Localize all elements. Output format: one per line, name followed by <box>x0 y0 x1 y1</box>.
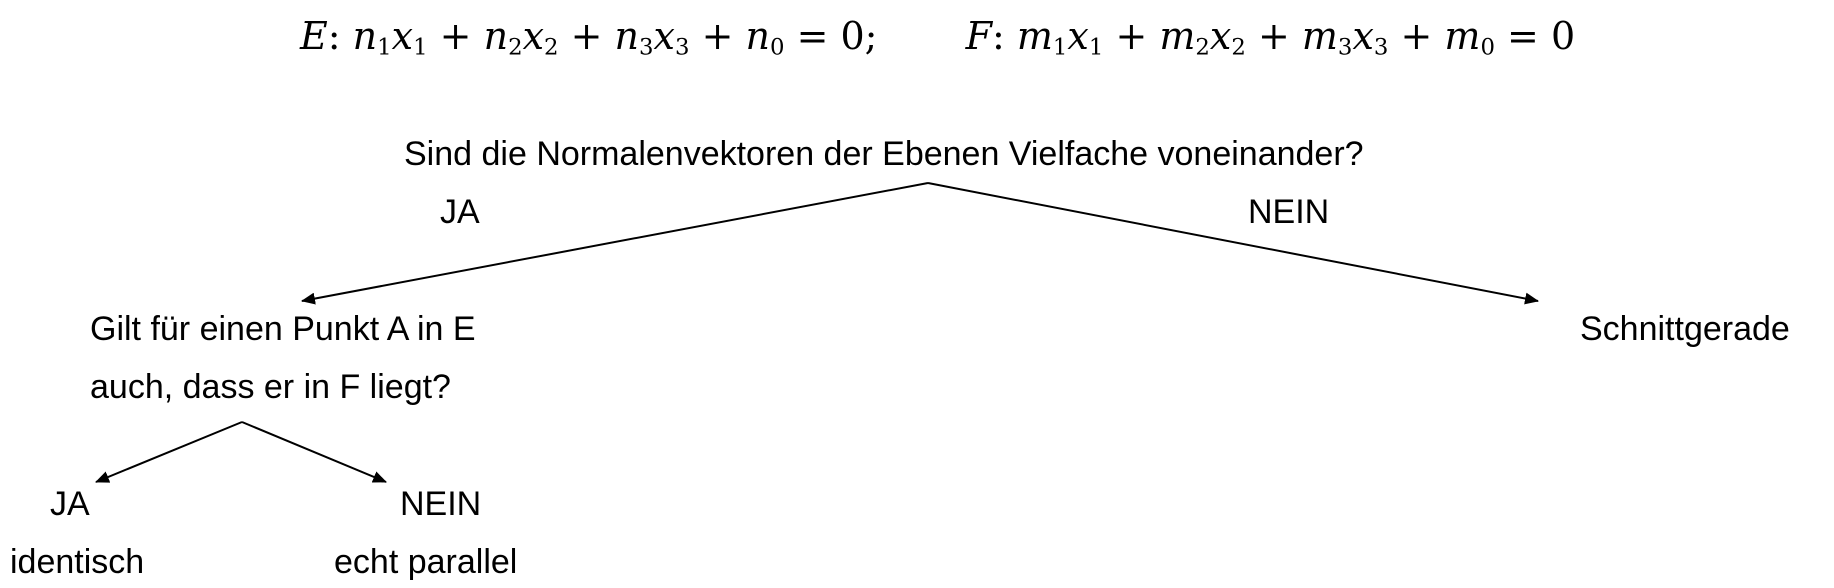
variable: $x_3$ <box>1352 14 1389 61</box>
root-question: Sind die Normalenvektoren der Ebenen Vielfache voneinander? <box>404 135 1364 173</box>
sub-yes-result: identisch <box>10 543 145 581</box>
root-yes-label: JA <box>440 193 480 231</box>
variable: $x_2$ <box>1209 14 1246 61</box>
root-to-yes-arrow <box>302 183 928 301</box>
variable: $x_2$ <box>522 14 559 61</box>
plane-name: E <box>300 14 328 58</box>
yes-question-line2: auch, dass er in F liegt? <box>90 368 451 406</box>
sub-no-result: echt parallel <box>334 543 518 581</box>
plane-name: F <box>965 14 992 58</box>
coefficient: $m_1$ <box>1016 14 1068 61</box>
constant-term: $m_0$ <box>1444 14 1495 61</box>
coefficient: $n_2$ <box>483 14 523 61</box>
sub-yes-label: JA <box>50 485 90 523</box>
equation-plane-f: F: $m_1x_1 + m_2x_2 + m_3x_3 + m_0 = 0$ <box>965 14 1576 61</box>
equation-plane-e: E: $n_1x_1 + n_2x_2 + n_3x_3 + n_0 = 0$; <box>300 14 878 61</box>
yes-question-line1: Gilt für einen Punkt A in E <box>90 310 476 348</box>
root-to-no-arrow <box>928 183 1538 301</box>
root-no-label: NEIN <box>1248 193 1330 231</box>
coefficient: $m_2$ <box>1159 14 1210 61</box>
sub-no-label: NEIN <box>400 485 482 523</box>
sub-to-no-arrow <box>242 422 386 482</box>
sub-to-yes-arrow <box>96 422 242 482</box>
coefficient: $m_3$ <box>1301 14 1353 61</box>
coefficient: $n_1$ <box>352 14 392 61</box>
variable: $x_3$ <box>653 14 690 61</box>
variable: $x_1$ <box>1067 14 1104 61</box>
variable: $x_1$ <box>391 14 428 61</box>
coefficient: $n_3$ <box>614 14 654 61</box>
constant-term: $n_0$ <box>745 14 785 61</box>
no-result-schnittgerade: Schnittgerade <box>1580 310 1790 348</box>
